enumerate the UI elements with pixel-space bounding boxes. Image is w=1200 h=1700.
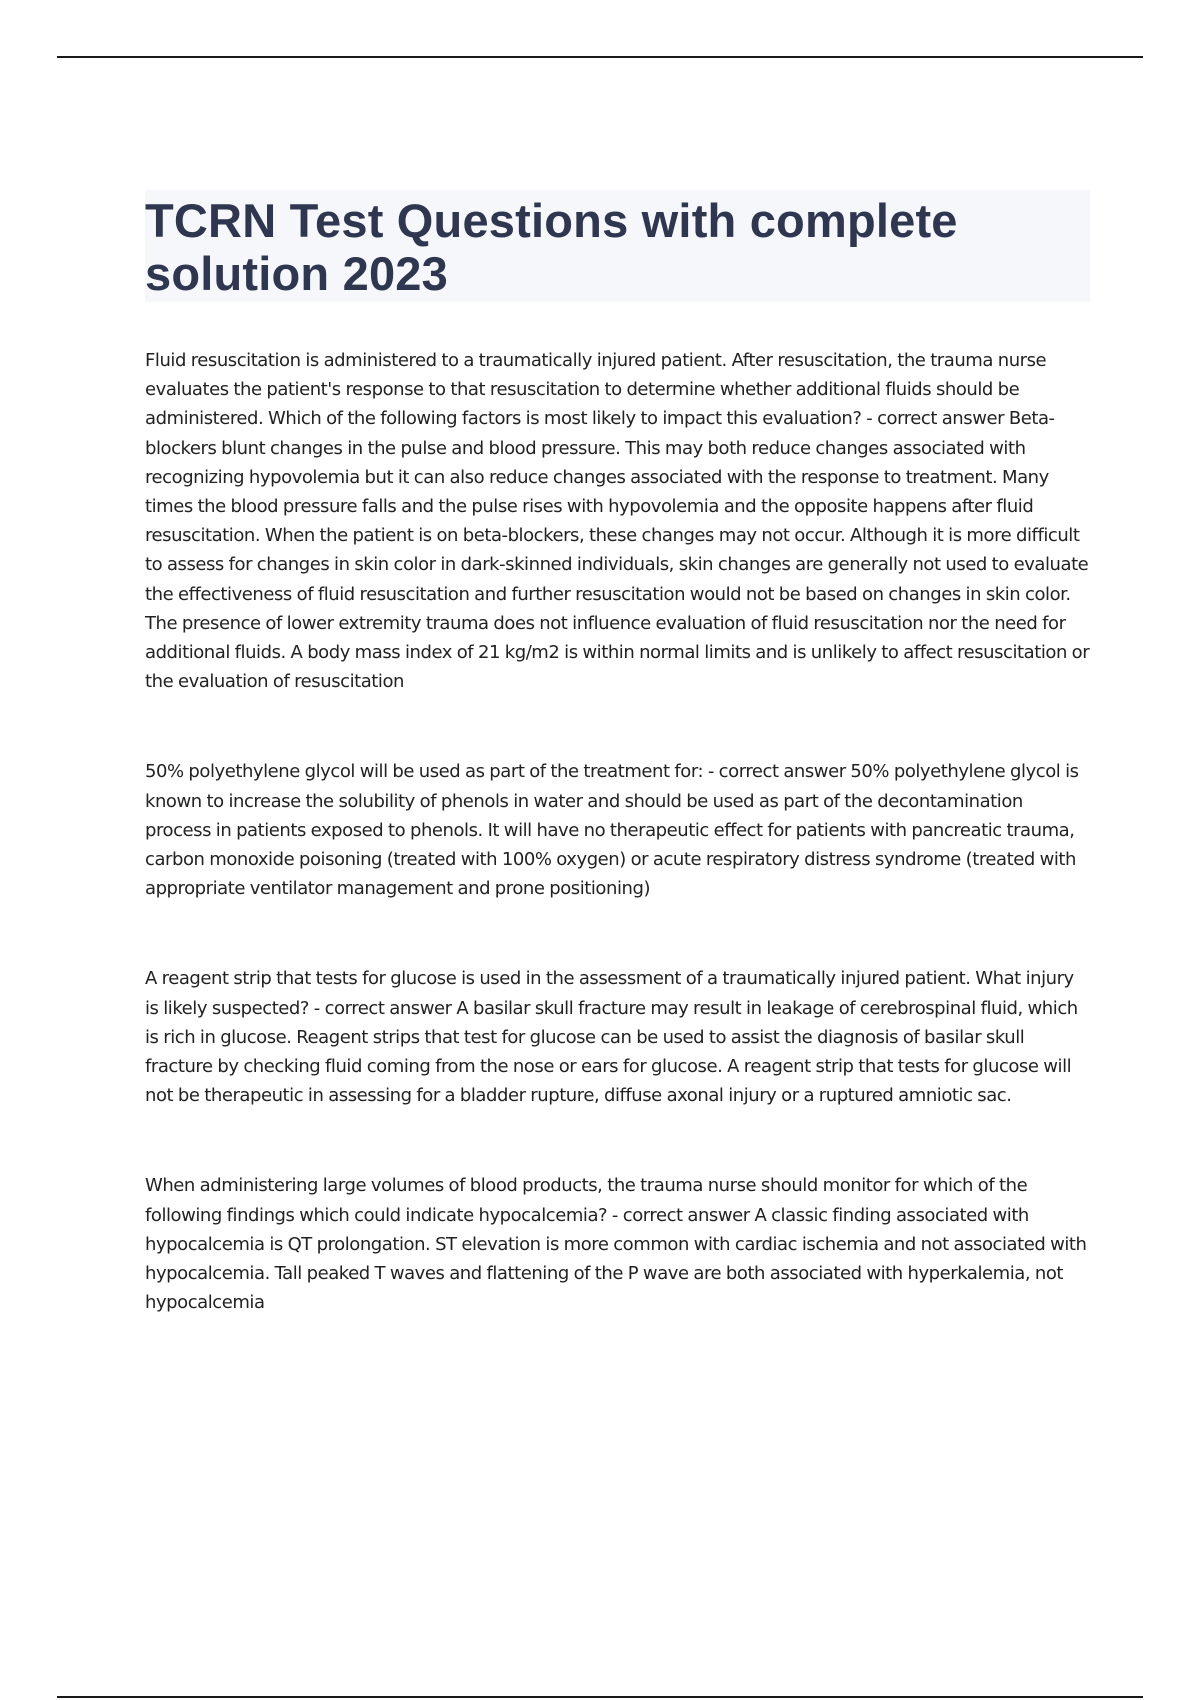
- qa-list: [145, 346, 1090, 1378]
- top-rule: [57, 56, 1143, 58]
- qa-entry-reagent-strip: A reagent strip that tests for glucose is used in the assessment of a traumatically injured patient. What injury is likely suspected? - correct answer A basilar skull fracture may result in leakage of cerebrospinal fluid, which is rich in glucose. Reagent strips that test for glucose can be used to assist the diagnosis of basilar skull fracture by checking fluid coming from the nose or ears for glucose. A reagent strip that tests for glucose will not be therapeutic in assessing for a bladder rupture, diffuse axonal injury or a ruptured amniotic sac.: [145, 968, 1078, 1107]
- qa-entry-hypocalcemia: When administering large volumes of blood products, the trauma nurse should monitor for which of the following findings which could indicate hypocalcemia? - correct answer A classic finding associated with hypocalcemia is QT prolongation. ST elevation is more common with cardiac ischemia and not associated with hypocalcemia. Tall peaked T waves and flattening of the P wave are both associated with hyperkalemia, not hypocalcemia: [145, 1175, 1087, 1314]
- qa-entry-fluid-resuscitation: Fluid resuscitation is administered to a traumatically injured patient. After resuscitation, the trauma nurse evaluates the patient's response to that resuscitation to determine whether additional fluids should be administered. Which of the following factors is most likely to impact this evaluation? - correct answer Beta-blockers blunt changes in the pulse and blood pressure. This may both reduce changes associated with recognizing hypovolemia but it can also reduce changes associated with the response to treatment. Many times the blood pressure falls and the pulse rises with hypovolemia and the opposite happens after fluid resuscitation. When the patient is on beta-blockers, these changes may not occur. Although it is more difficult to assess for changes in skin color in dark-skinned individuals, skin changes are generally not used to evaluate the effectiveness of fluid resuscitation and further resuscitation would not be based on changes in skin color. The presence of lower extremity trauma does not influence evaluation of fluid resuscitation nor the need for additional fluids. A body mass index of 21 kg/m2 is within normal limits and is unlikely to affect resuscitation or the evaluation of resuscitation: [145, 350, 1090, 693]
- document-title: TCRN Test Questions with complete solution 2023: [145, 194, 958, 300]
- title-banner: [145, 190, 1090, 302]
- bottom-rule: [57, 1696, 1143, 1698]
- qa-entry-polyethylene-glycol: 50% polyethylene glycol will be used as part of the treatment for: - correct answer 50% polyethylene glycol is known to increase the solubility of phenols in water and should be used as part of the decontamination process in patients exposed to phenols. It will have no therapeutic effect for patients with pancreatic trauma, carbon monoxide poisoning (treated with 100% oxygen) or acute respiratory distress syndrome (treated with appropriate ventilator management and prone positioning): [145, 761, 1079, 900]
